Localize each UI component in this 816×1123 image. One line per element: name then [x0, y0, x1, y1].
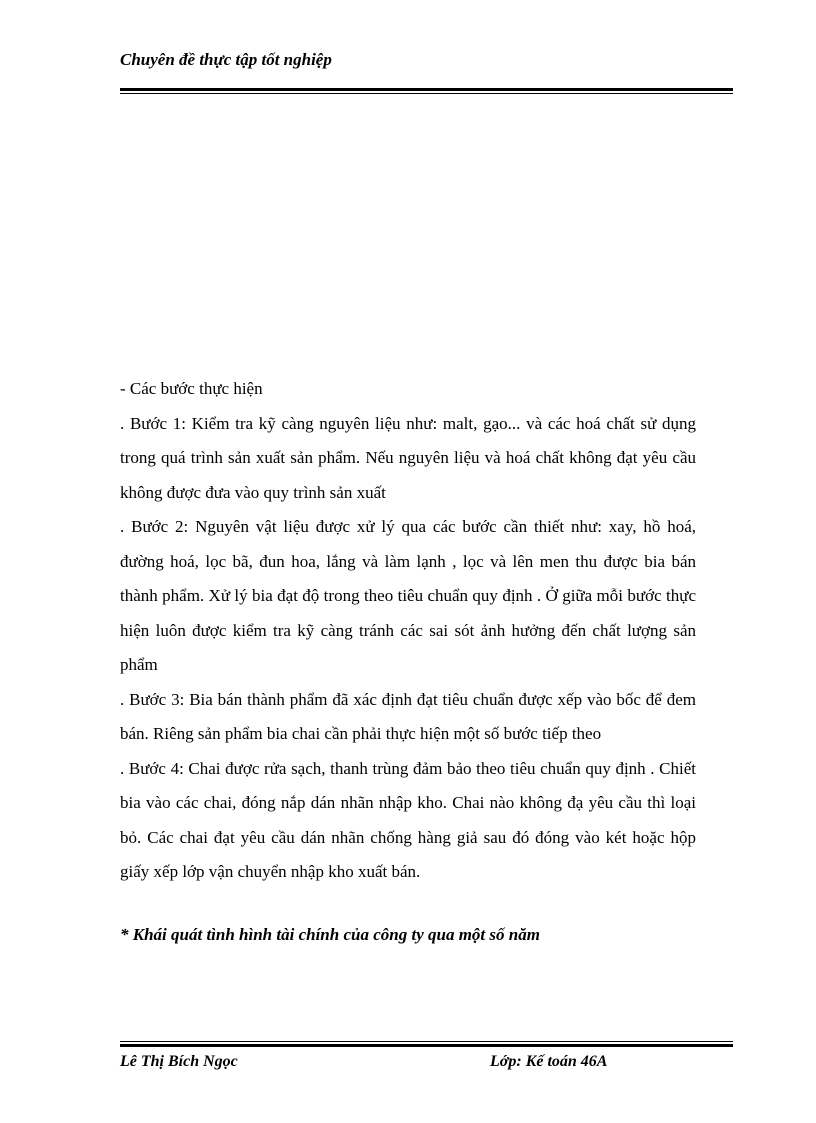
footer-author-name: Lê Thị Bích Ngọc — [120, 1053, 238, 1070]
step-3-paragraph: . Bước 3: Bia bán thành phẩm đã xác định đạt tiêu chuẩn được xếp vào bốc để đem bán. Riêng sản phẩm bia chai cần phải thực hiện một số bước tiếp theo — [120, 689, 696, 743]
header-divider-thin — [120, 93, 733, 94]
footer-divider-thick — [120, 1044, 733, 1047]
step-4-paragraph: . Bước 4: Chai được rửa sạch, thanh trùng đảm bảo theo tiêu chuẩn quy định . Chiết bia vào các chai, đóng nắp dán nhãn nhập kho. Chai nào không đạ yêu cầu thì loại bỏ. Các chai đạt yêu cầu dán nhãn chống hàng giả sau đó đóng vào két hoặc hộp giấy xếp lớp vận chuyển nhập kho xuất bán. — [120, 758, 696, 881]
step-2-paragraph: . Bước 2: Nguyên vật liệu được xử lý qua các bước cần thiết như: xay, hồ hoá, đường hoá, lọc bã, đun hoa, lắng và làm lạnh , lọc và lên men thu được bia bán thành phẩm. Xử lý bia đạt độ trong theo tiêu chuẩn quy định . Ở giữa mỗi bước thực hiện luôn được kiểm tra kỹ càng tránh các sai sót ảnh hưởng đến chất lượng sản phẩm — [120, 517, 696, 674]
section-heading: * Khái quát tình hình tài chính của công ty qua một số năm — [120, 925, 540, 944]
page-header-title: Chuyên đề thực tập tốt nghiệp — [120, 50, 332, 69]
step-1-paragraph: . Bước 1: Kiểm tra kỹ càng nguyên liệu như: malt, gạo... và các hoá chất sử dụng trong quá trình sản xuất sản phẩm. Nếu nguyên liệu và hoá chất không đạt yêu cầu không được đưa vào quy trình sản xuất — [120, 413, 696, 502]
header-divider-thick — [120, 88, 733, 91]
document-body — [120, 372, 696, 890]
intro-line: - Các bước thực hiện — [120, 379, 263, 398]
footer-class-label: Lớp: Kế toán 46A — [490, 1053, 608, 1070]
footer-divider-thin — [120, 1041, 733, 1042]
